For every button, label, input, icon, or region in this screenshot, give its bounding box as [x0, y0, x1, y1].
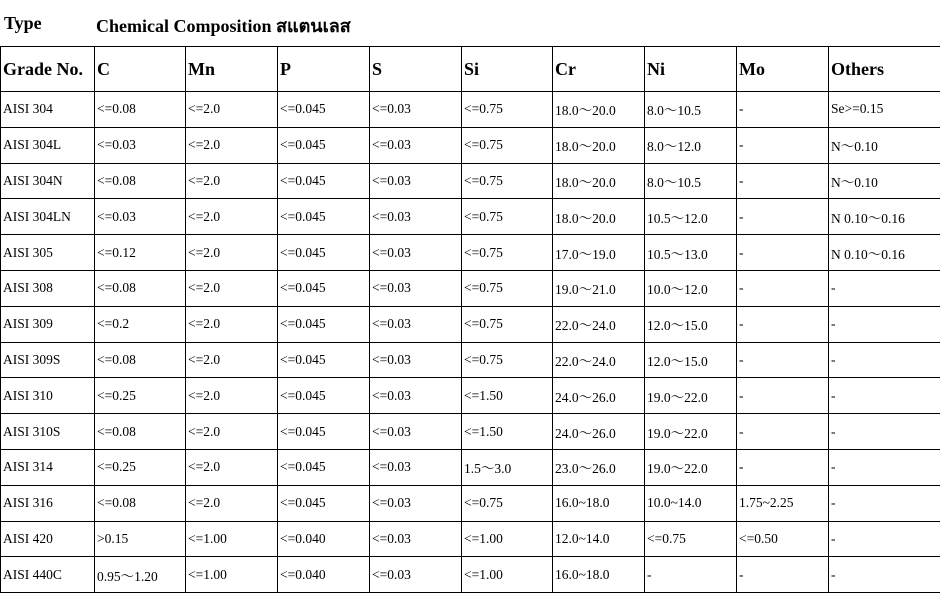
- cell-si: <=0.75: [462, 270, 553, 306]
- cell-mo: -: [737, 449, 829, 485]
- cell-p: <=0.045: [278, 414, 370, 450]
- cell-mo: <=0.50: [737, 521, 829, 557]
- cell-s: <=0.03: [370, 163, 462, 199]
- cell-si: <=0.75: [462, 199, 553, 235]
- cell-c: <=0.25: [95, 378, 186, 414]
- cell-mn: <=2.0: [186, 414, 278, 450]
- cell-mo: -: [737, 557, 829, 593]
- cell-grade: AISI 304N: [1, 163, 95, 199]
- cell-grade: AISI 440C: [1, 557, 95, 593]
- cell-p: <=0.045: [278, 306, 370, 342]
- cell-s: <=0.03: [370, 306, 462, 342]
- cell-others: -: [829, 449, 940, 485]
- column-header-si: Si: [462, 47, 553, 92]
- cell-mn: <=2.0: [186, 449, 278, 485]
- column-header-cr: Cr: [553, 47, 645, 92]
- cell-ni: 19.0〜22.0: [645, 414, 737, 450]
- column-header-others: Others: [829, 47, 940, 92]
- cell-ni: -: [645, 557, 737, 593]
- table-body: [1, 92, 940, 593]
- cell-c: <=0.2: [95, 306, 186, 342]
- table-row: [1, 306, 940, 342]
- cell-ni: 12.0〜15.0: [645, 306, 737, 342]
- cell-mn: <=2.0: [186, 342, 278, 378]
- table-row: [1, 270, 940, 306]
- cell-si: <=0.75: [462, 485, 553, 521]
- table-row: [1, 378, 940, 414]
- table-row: [1, 521, 940, 557]
- cell-mo: -: [737, 235, 829, 271]
- cell-s: <=0.03: [370, 378, 462, 414]
- cell-mn: <=1.00: [186, 557, 278, 593]
- cell-ni: 19.0〜22.0: [645, 378, 737, 414]
- cell-mn: <=2.0: [186, 163, 278, 199]
- type-label: Type: [4, 13, 42, 34]
- cell-mo: -: [737, 199, 829, 235]
- column-header-ni: Ni: [645, 47, 737, 92]
- cell-cr: 23.0〜26.0: [553, 449, 645, 485]
- cell-p: <=0.045: [278, 163, 370, 199]
- table-row: [1, 92, 940, 128]
- cell-others: N〜0.10: [829, 127, 940, 163]
- cell-p: <=0.045: [278, 92, 370, 128]
- cell-p: <=0.045: [278, 127, 370, 163]
- cell-ni: 10.5〜12.0: [645, 199, 737, 235]
- column-header-grade: Grade No.: [1, 47, 95, 92]
- cell-s: <=0.03: [370, 127, 462, 163]
- column-header-p: P: [278, 47, 370, 92]
- cell-grade: AISI 309S: [1, 342, 95, 378]
- cell-grade: AISI 310: [1, 378, 95, 414]
- table-row: [1, 235, 940, 271]
- cell-ni: 19.0〜22.0: [645, 449, 737, 485]
- cell-si: <=1.00: [462, 521, 553, 557]
- cell-grade: AISI 420: [1, 521, 95, 557]
- cell-si: 1.5〜3.0: [462, 449, 553, 485]
- cell-si: <=0.75: [462, 127, 553, 163]
- cell-mn: <=2.0: [186, 127, 278, 163]
- cell-grade: AISI 304: [1, 92, 95, 128]
- column-header-mo: Mo: [737, 47, 829, 92]
- column-header-c: C: [95, 47, 186, 92]
- cell-others: -: [829, 485, 940, 521]
- cell-others: -: [829, 306, 940, 342]
- cell-cr: 16.0~18.0: [553, 557, 645, 593]
- table-header-row: [1, 47, 940, 92]
- cell-p: <=0.045: [278, 199, 370, 235]
- cell-si: <=0.75: [462, 92, 553, 128]
- table-row: [1, 127, 940, 163]
- table-row: [1, 163, 940, 199]
- chemical-composition-table: [0, 46, 940, 593]
- cell-c: >0.15: [95, 521, 186, 557]
- cell-c: 0.95〜1.20: [95, 557, 186, 593]
- cell-others: -: [829, 414, 940, 450]
- cell-ni: 12.0〜15.0: [645, 342, 737, 378]
- cell-grade: AISI 316: [1, 485, 95, 521]
- cell-mn: <=2.0: [186, 92, 278, 128]
- cell-ni: 10.5〜13.0: [645, 235, 737, 271]
- cell-c: <=0.08: [95, 414, 186, 450]
- cell-c: <=0.12: [95, 235, 186, 271]
- cell-grade: AISI 314: [1, 449, 95, 485]
- cell-cr: 22.0〜24.0: [553, 306, 645, 342]
- cell-mo: 1.75~2.25: [737, 485, 829, 521]
- table-row: [1, 414, 940, 450]
- cell-ni: 8.0〜10.5: [645, 92, 737, 128]
- cell-others: -: [829, 378, 940, 414]
- cell-p: <=0.045: [278, 449, 370, 485]
- cell-cr: 22.0〜24.0: [553, 342, 645, 378]
- cell-ni: 8.0〜12.0: [645, 127, 737, 163]
- cell-cr: 17.0〜19.0: [553, 235, 645, 271]
- cell-grade: AISI 305: [1, 235, 95, 271]
- cell-mn: <=2.0: [186, 199, 278, 235]
- cell-ni: 10.0〜12.0: [645, 270, 737, 306]
- cell-s: <=0.03: [370, 235, 462, 271]
- cell-c: <=0.25: [95, 449, 186, 485]
- cell-si: <=0.75: [462, 163, 553, 199]
- cell-grade: AISI 304L: [1, 127, 95, 163]
- cell-cr: 18.0〜20.0: [553, 163, 645, 199]
- column-header-s: S: [370, 47, 462, 92]
- cell-mn: <=2.0: [186, 378, 278, 414]
- cell-c: <=0.03: [95, 199, 186, 235]
- cell-others: N〜0.10: [829, 163, 940, 199]
- cell-cr: 18.0〜20.0: [553, 127, 645, 163]
- cell-others: Se>=0.15: [829, 92, 940, 128]
- cell-mo: -: [737, 270, 829, 306]
- cell-s: <=0.03: [370, 92, 462, 128]
- cell-si: <=0.75: [462, 342, 553, 378]
- cell-si: <=1.50: [462, 378, 553, 414]
- cell-p: <=0.045: [278, 270, 370, 306]
- cell-si: <=1.00: [462, 557, 553, 593]
- cell-mn: <=1.00: [186, 521, 278, 557]
- table-row: [1, 557, 940, 593]
- cell-mo: -: [737, 414, 829, 450]
- cell-grade: AISI 308: [1, 270, 95, 306]
- cell-ni: 8.0〜10.5: [645, 163, 737, 199]
- cell-mo: -: [737, 306, 829, 342]
- cell-c: <=0.08: [95, 485, 186, 521]
- cell-mo: -: [737, 92, 829, 128]
- cell-s: <=0.03: [370, 270, 462, 306]
- cell-c: <=0.08: [95, 270, 186, 306]
- table-row: [1, 485, 940, 521]
- cell-mn: <=2.0: [186, 270, 278, 306]
- cell-grade: AISI 310S: [1, 414, 95, 450]
- table-row: [1, 342, 940, 378]
- cell-s: <=0.03: [370, 199, 462, 235]
- cell-cr: 19.0〜21.0: [553, 270, 645, 306]
- cell-cr: 12.0~14.0: [553, 521, 645, 557]
- cell-others: N 0.10〜0.16: [829, 235, 940, 271]
- cell-mo: -: [737, 163, 829, 199]
- cell-p: <=0.045: [278, 235, 370, 271]
- cell-grade: AISI 304LN: [1, 199, 95, 235]
- cell-mn: <=2.0: [186, 306, 278, 342]
- cell-s: <=0.03: [370, 557, 462, 593]
- cell-p: <=0.045: [278, 378, 370, 414]
- header: [0, 0, 940, 46]
- cell-others: -: [829, 342, 940, 378]
- page-title: Chemical Composition สแตนเลส: [96, 11, 351, 40]
- cell-s: <=0.03: [370, 485, 462, 521]
- cell-si: <=1.50: [462, 414, 553, 450]
- cell-others: -: [829, 270, 940, 306]
- cell-mo: -: [737, 342, 829, 378]
- cell-mo: -: [737, 378, 829, 414]
- cell-ni: <=0.75: [645, 521, 737, 557]
- cell-c: <=0.08: [95, 163, 186, 199]
- cell-c: <=0.03: [95, 127, 186, 163]
- cell-others: -: [829, 557, 940, 593]
- cell-cr: 18.0〜20.0: [553, 199, 645, 235]
- cell-others: N 0.10〜0.16: [829, 199, 940, 235]
- cell-cr: 16.0~18.0: [553, 485, 645, 521]
- cell-ni: 10.0~14.0: [645, 485, 737, 521]
- cell-s: <=0.03: [370, 449, 462, 485]
- cell-p: <=0.045: [278, 342, 370, 378]
- cell-others: -: [829, 521, 940, 557]
- table-row: [1, 199, 940, 235]
- cell-c: <=0.08: [95, 92, 186, 128]
- cell-s: <=0.03: [370, 342, 462, 378]
- cell-si: <=0.75: [462, 235, 553, 271]
- cell-s: <=0.03: [370, 521, 462, 557]
- cell-si: <=0.75: [462, 306, 553, 342]
- cell-p: <=0.040: [278, 521, 370, 557]
- cell-mn: <=2.0: [186, 485, 278, 521]
- cell-mn: <=2.0: [186, 235, 278, 271]
- cell-c: <=0.08: [95, 342, 186, 378]
- cell-p: <=0.045: [278, 485, 370, 521]
- cell-cr: 24.0〜26.0: [553, 378, 645, 414]
- cell-mo: -: [737, 127, 829, 163]
- cell-p: <=0.040: [278, 557, 370, 593]
- cell-grade: AISI 309: [1, 306, 95, 342]
- column-header-mn: Mn: [186, 47, 278, 92]
- table-row: [1, 449, 940, 485]
- cell-cr: 18.0〜20.0: [553, 92, 645, 128]
- cell-s: <=0.03: [370, 414, 462, 450]
- cell-cr: 24.0〜26.0: [553, 414, 645, 450]
